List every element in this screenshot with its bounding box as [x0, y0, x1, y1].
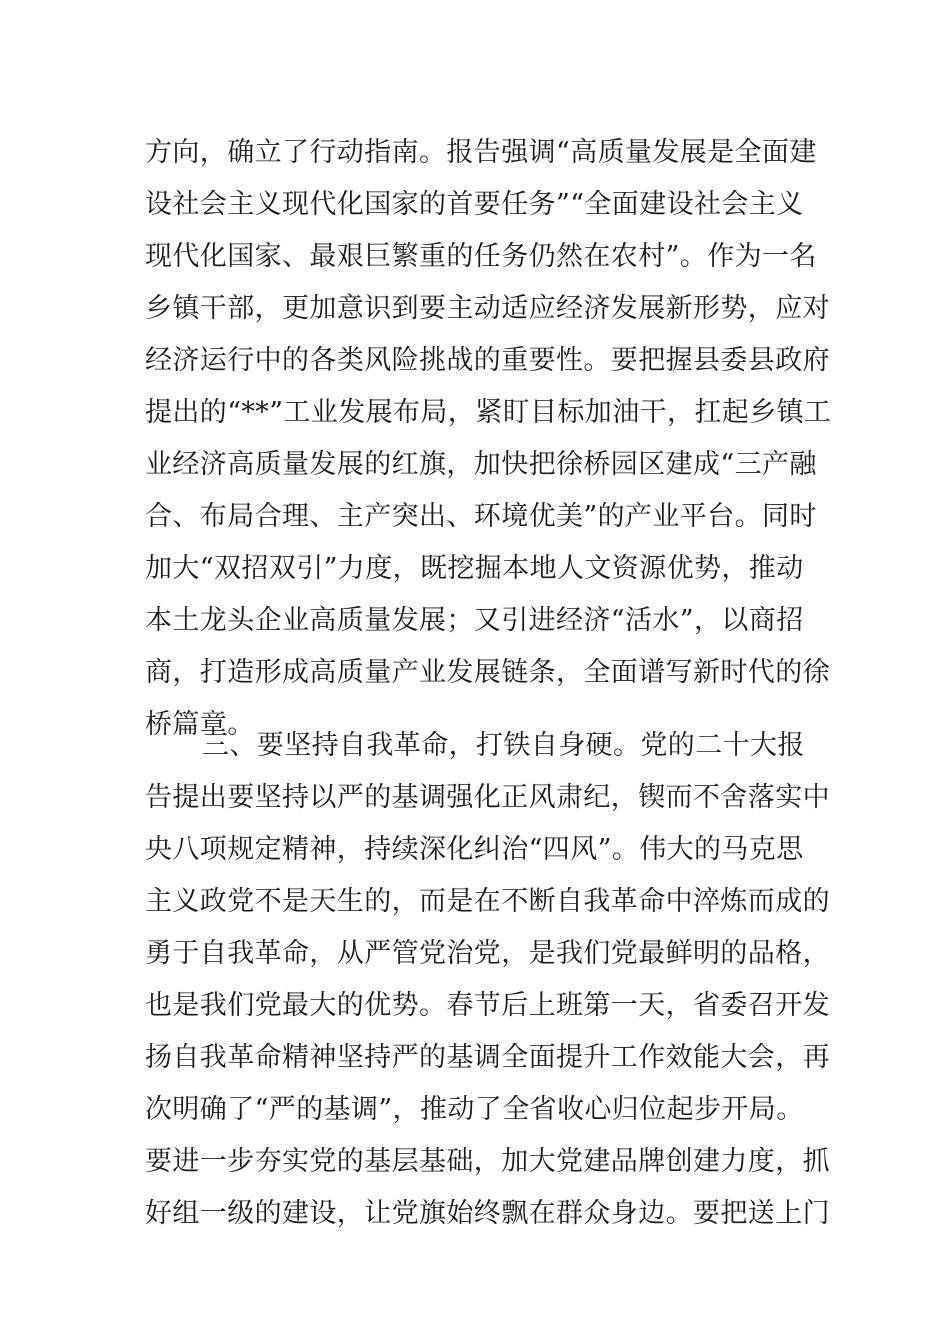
text-line: 合、布局合理、主产突出、环境优美”的产业平台。同时	[145, 501, 817, 532]
text-line: 也是我们党最大的优势。春节后上班第一天，省委召开发	[145, 990, 830, 1021]
text-line: 方向，确立了行动指南。报告强调“高质量发展是全面建	[145, 137, 817, 168]
text-line: 央八项规定精神，持续深化纠治“四风”。伟大的马克思	[145, 834, 804, 865]
paragraph-three	[145, 720, 830, 1240]
text-line: 提出的“**”工业发展布局，紧盯目标加油干，扛起乡镇工	[145, 397, 832, 428]
paragraph-heading-line: 三、要坚持自我革命，打铁自身硬。党的二十大报	[202, 730, 805, 761]
text-line: 好组一级的建设，让党旗始终飘在群众身边。要把送上门	[145, 1198, 830, 1229]
text-line: 要进一步夯实党的基层基础，加大党建品牌创建力度，抓	[145, 1146, 830, 1177]
text-line: 本土龙头企业高质量发展；又引进经济“活水”，以商招	[145, 605, 804, 636]
text-line: 桥篇章。	[145, 709, 255, 740]
text-line: 经济运行中的各类风险挑战的重要性。要把握县委县政府	[145, 345, 830, 376]
text-line: 勇于自我革命，从严管党治党，是我们党最鲜明的品格，	[145, 938, 830, 969]
text-line: 商，打造形成高质量产业发展链条，全面谱写新时代的徐	[145, 657, 830, 688]
text-line: 主义政党不是天生的，而是在不断自我革命中淬炼而成的	[145, 886, 830, 917]
text-line: 扬自我革命精神坚持严的基调全面提升工作效能大会，再	[145, 1042, 830, 1073]
text-line: 次明确了“严的基调”，推动了全省收心归位起步开局。	[145, 1094, 804, 1125]
paragraph-continued	[145, 127, 832, 751]
text-line: 乡镇干部，更加意识到要主动适应经济发展新形势，应对	[145, 293, 830, 324]
text-line: 告提出要坚持以严的基调强化正风肃纪，锲而不舍落实中	[145, 782, 830, 813]
text-line: 设社会主义现代化国家的首要任务”“全面建设社会主义	[145, 189, 804, 220]
text-line: 现代化国家、最艰巨繁重的任务仍然在农村”。作为一名	[145, 241, 817, 272]
text-line: 加大“双招双引”力度，既挖掘本地人文资源优势，推动	[145, 553, 804, 584]
text-line: 业经济高质量发展的红旗，加快把徐桥园区建成“三产融	[145, 449, 817, 480]
